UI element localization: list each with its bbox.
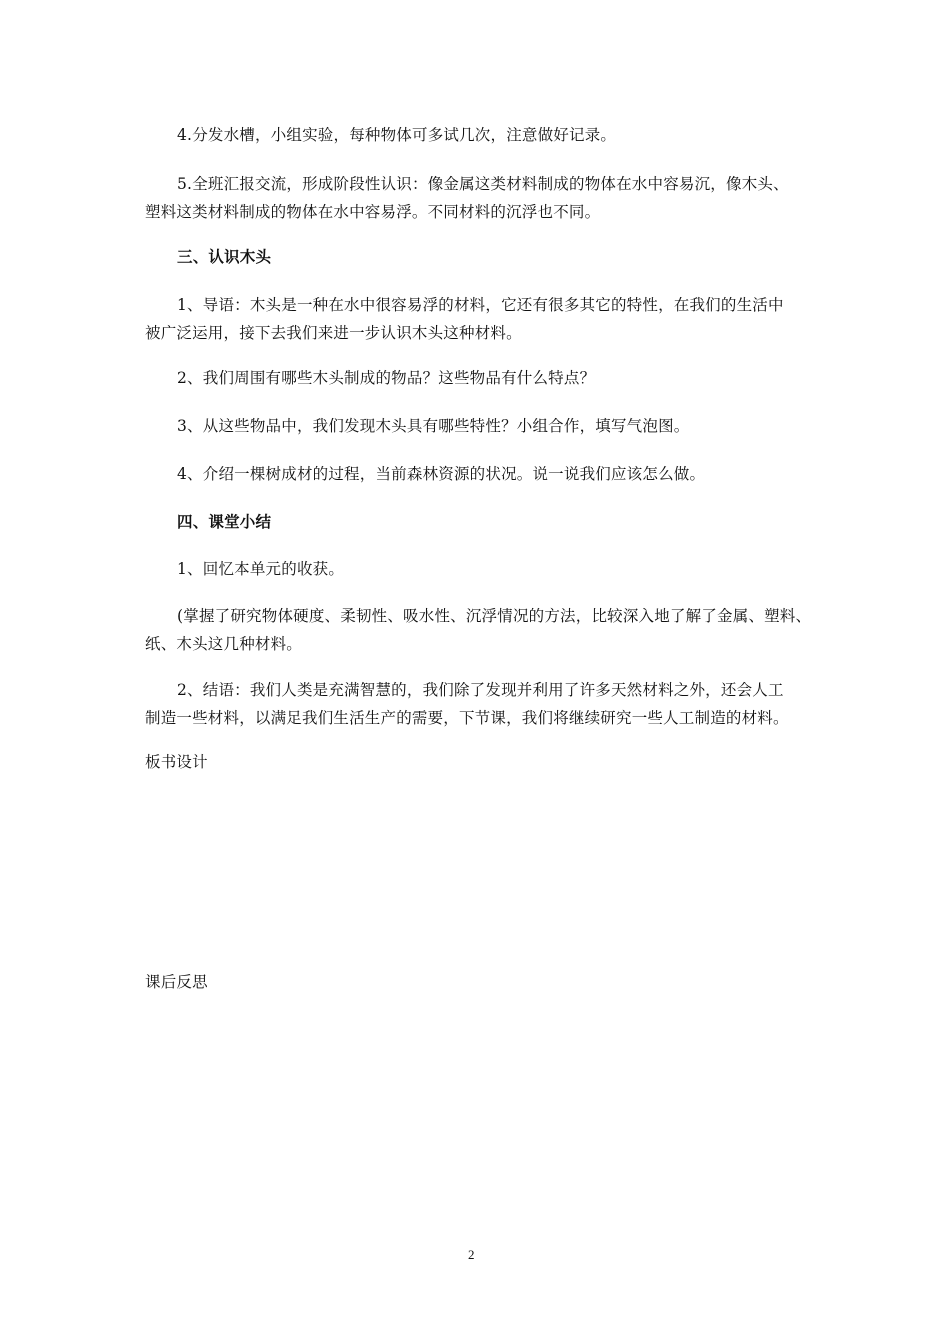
board-design-label: 板书设计 xyxy=(145,753,208,771)
page-number: 2 xyxy=(468,1247,475,1262)
reflection-label: 课后反思 xyxy=(145,973,208,991)
paragraph-mastery-line-1: (掌握了研究物体硬度、柔韧性、吸水性、沉浮情况的方法，比较深入地了解了金属、塑料、 xyxy=(177,607,812,625)
paragraph-conclusion-line-2: 制造一些材料，以满足我们生活生产的需要，下节课，我们将继续研究一些人工制造的材料。 xyxy=(145,709,789,727)
paragraph-intro-line-1: 1、导语：木头是一种在水中很容易浮的材料，它还有很多其它的特性，在我们的生活中 xyxy=(177,296,784,314)
paragraph-intro-line-2: 被广泛运用，接下去我们来进一步认识木头这种材料。 xyxy=(145,324,522,342)
section-heading-wood: 三、认识木头 xyxy=(177,248,272,266)
paragraph-question-2: 2、我们周围有哪些木头制成的物品？这些物品有什么特点？ xyxy=(177,369,596,387)
paragraph-step-5-line-1: 5.全班汇报交流，形成阶段性认识：像金属这类材料制成的物体在水中容易沉，像木头、 xyxy=(177,175,789,193)
paragraph-recall: 1、回忆本单元的收获。 xyxy=(177,560,345,578)
paragraph-conclusion-line-1: 2、结语：我们人类是充满智慧的，我们除了发现并利用了许多天然材料之外，还会人工 xyxy=(177,681,784,699)
paragraph-step-4: 4.分发水槽，小组实验，每种物体可多试几次，注意做好记录。 xyxy=(177,126,617,144)
section-heading-summary: 四、课堂小结 xyxy=(177,513,272,531)
paragraph-question-4: 4、介绍一棵树成材的过程，当前森林资源的状况。说一说我们应该怎么做。 xyxy=(177,465,706,483)
paragraph-step-5-line-2: 塑料这类材料制成的物体在水中容易浮。不同材料的沉浮也不同。 xyxy=(145,203,601,221)
paragraph-mastery-line-2: 纸、木头这几种材料。 xyxy=(145,635,303,653)
paragraph-question-3: 3、从这些物品中，我们发现木头具有哪些特性？小组合作，填写气泡图。 xyxy=(177,417,690,435)
